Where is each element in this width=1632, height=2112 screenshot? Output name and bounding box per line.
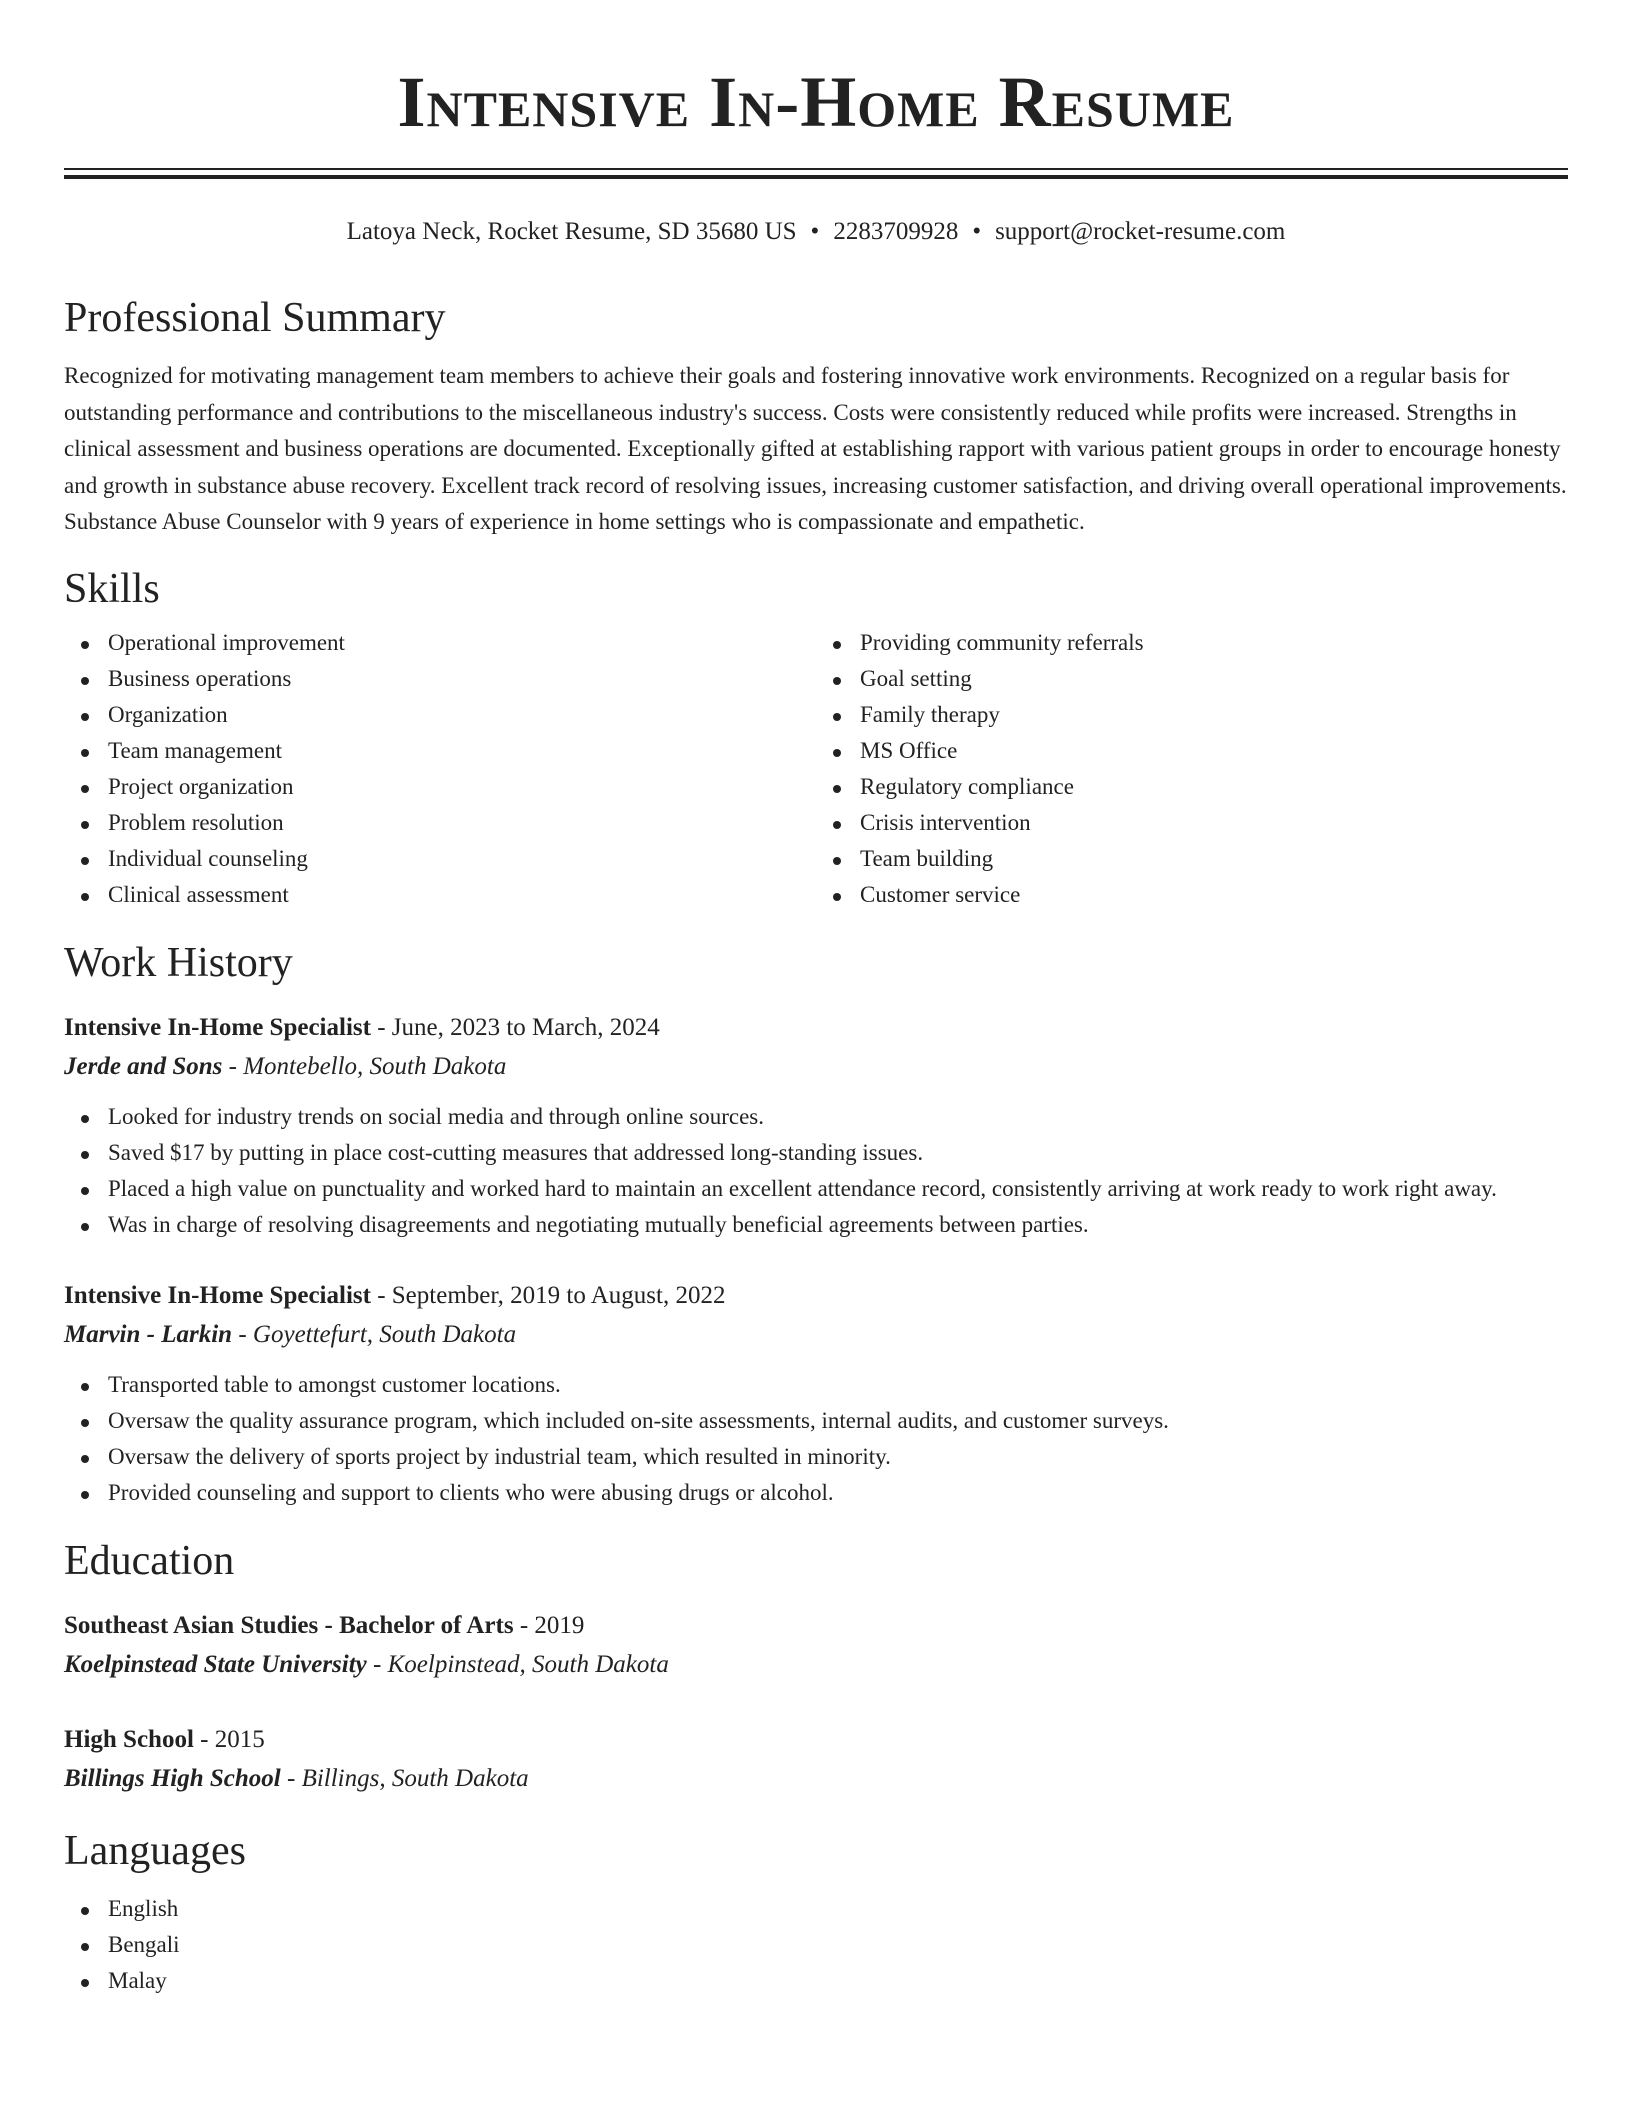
resume-title: Intensive In-Home Resume: [397, 62, 1235, 142]
section-heading-languages: Languages: [64, 1827, 246, 1874]
language-list: [64, 1891, 1568, 1999]
title-divider-thin: [64, 168, 1568, 170]
school-location: - Koelpinstead, South Dakota: [366, 1650, 669, 1678]
contact-phone: 2283709928: [833, 218, 959, 245]
school-line: [64, 1645, 1568, 1685]
job-bullet: Oversaw the quality assurance program, which included on-site assessments, internal audits, and customer surveys.: [64, 1403, 1568, 1439]
degree-year: - 2015: [193, 1725, 265, 1753]
job-title: Intensive In-Home Specialist: [64, 1013, 371, 1041]
skill-item: Customer service: [816, 877, 1568, 913]
skill-item: Project organization: [64, 769, 816, 805]
degree-year: - 2019: [513, 1611, 585, 1639]
skill-item: Clinical assessment: [64, 877, 816, 913]
section-heading-work-history: Work History: [64, 939, 293, 986]
skill-item: Team building: [816, 841, 1568, 877]
job-dates: - June, 2023 to March, 2024: [370, 1013, 660, 1041]
skill-item: Goal setting: [816, 661, 1568, 697]
job-title: Intensive In-Home Specialist: [64, 1281, 371, 1309]
job-bullets: [64, 1367, 1568, 1511]
job-bullet: Provided counseling and support to clients who were abusing drugs or alcohol.: [64, 1475, 1568, 1511]
job-dates: - September, 2019 to August, 2022: [370, 1281, 726, 1309]
company-line: [64, 1047, 1568, 1087]
school-name: Billings High School: [64, 1764, 281, 1792]
job-bullets: [64, 1099, 1568, 1243]
skill-item: Family therapy: [816, 697, 1568, 733]
work-history-section: [64, 935, 1568, 1511]
job-title-line: [64, 1277, 1568, 1315]
company-line: [64, 1315, 1568, 1355]
degree-line: [64, 1607, 1568, 1645]
skill-item: Regulatory compliance: [816, 769, 1568, 805]
job-bullet: Looked for industry trends on social media and through online sources.: [64, 1099, 1568, 1135]
skill-item: Problem resolution: [64, 805, 816, 841]
skill-item: Operational improvement: [64, 625, 816, 661]
section-heading-skills: Skills: [64, 565, 160, 612]
skill-item: Business operations: [64, 661, 816, 697]
job-bullet: Transported table to amongst customer locations.: [64, 1367, 1568, 1403]
job-bullet: Oversaw the delivery of sports project by industrial team, which resulted in minority.: [64, 1439, 1568, 1475]
section-heading-summary: Professional Summary: [64, 295, 446, 341]
job-bullet: Saved $17 by putting in place cost-cutting measures that addressed long-standing issues.: [64, 1135, 1568, 1171]
skill-item: Individual counseling: [64, 841, 816, 877]
company-name: Marvin - Larkin: [64, 1320, 233, 1348]
education-entry: [64, 1607, 1568, 1685]
skills-column-right: [816, 625, 1568, 913]
job-bullet: Was in charge of resolving disagreements and negotiating mutually beneficial agreements between parties.: [64, 1207, 1568, 1243]
skill-item: Providing community referrals: [816, 625, 1568, 661]
languages-section: [64, 1823, 1568, 1999]
skill-item: Crisis intervention: [816, 805, 1568, 841]
section-heading-education: Education: [64, 1537, 235, 1584]
resume-content: [64, 290, 1568, 1999]
contact-line: [0, 216, 1632, 248]
degree-line: [64, 1721, 1568, 1759]
skills-columns: [64, 625, 1568, 913]
skill-item: Team management: [64, 733, 816, 769]
job-bullet: Placed a high value on punctuality and worked hard to maintain an excellent attendance record, consistently arriving at work ready to work right away.: [64, 1171, 1568, 1207]
degree-name: Southeast Asian Studies - Bachelor of Arts: [64, 1611, 514, 1639]
job-entry: [64, 1277, 1568, 1511]
language-item: English: [64, 1891, 1568, 1927]
school-location: - Billings, South Dakota: [280, 1764, 529, 1792]
language-item: Malay: [64, 1963, 1568, 1999]
contact-address: Latoya Neck, Rocket Resume, SD 35680 US: [346, 218, 797, 245]
degree-name: High School: [64, 1725, 194, 1753]
school-name: Koelpinstead State University: [64, 1650, 367, 1678]
job-entry: [64, 1009, 1568, 1243]
skills-section: [64, 561, 1568, 913]
contact-separator: •: [972, 218, 982, 245]
language-item: Bengali: [64, 1927, 1568, 1963]
contact-separator: •: [810, 218, 820, 245]
skill-item: MS Office: [816, 733, 1568, 769]
job-title-line: [64, 1009, 1568, 1047]
company-name: Jerde and Sons: [64, 1052, 223, 1080]
skills-column-left: [64, 625, 816, 913]
title-divider-thick: [64, 175, 1568, 179]
contact-email: support@rocket-resume.com: [995, 218, 1286, 245]
skill-item: Organization: [64, 697, 816, 733]
education-section: [64, 1533, 1568, 1799]
company-location: - Montebello, South Dakota: [222, 1052, 507, 1080]
summary-text: Recognized for motivating management team members to achieve their goals and fostering innovative work environments. Recognized on a regular basis for outstanding performance and contributions to the miscellaneous industry's success. Costs were consistently reduced while profits were increased. Strengths in clinical assessment and business operations are documented. Exceptionally gifted at establishing rapport with various patient groups in order to encourage honesty and growth in substance abuse recovery. Excellent track record of resolving issues, increasing customer satisfaction, and driving overall operational improvements. Substance Abuse Counselor with 9 years of experience in home settings who is compassionate and empathetic.: [64, 363, 1567, 535]
school-line: [64, 1759, 1568, 1799]
company-location: - Goyettefurt, South Dakota: [232, 1320, 517, 1348]
education-entry: [64, 1721, 1568, 1799]
summary-section: [64, 290, 1568, 541]
